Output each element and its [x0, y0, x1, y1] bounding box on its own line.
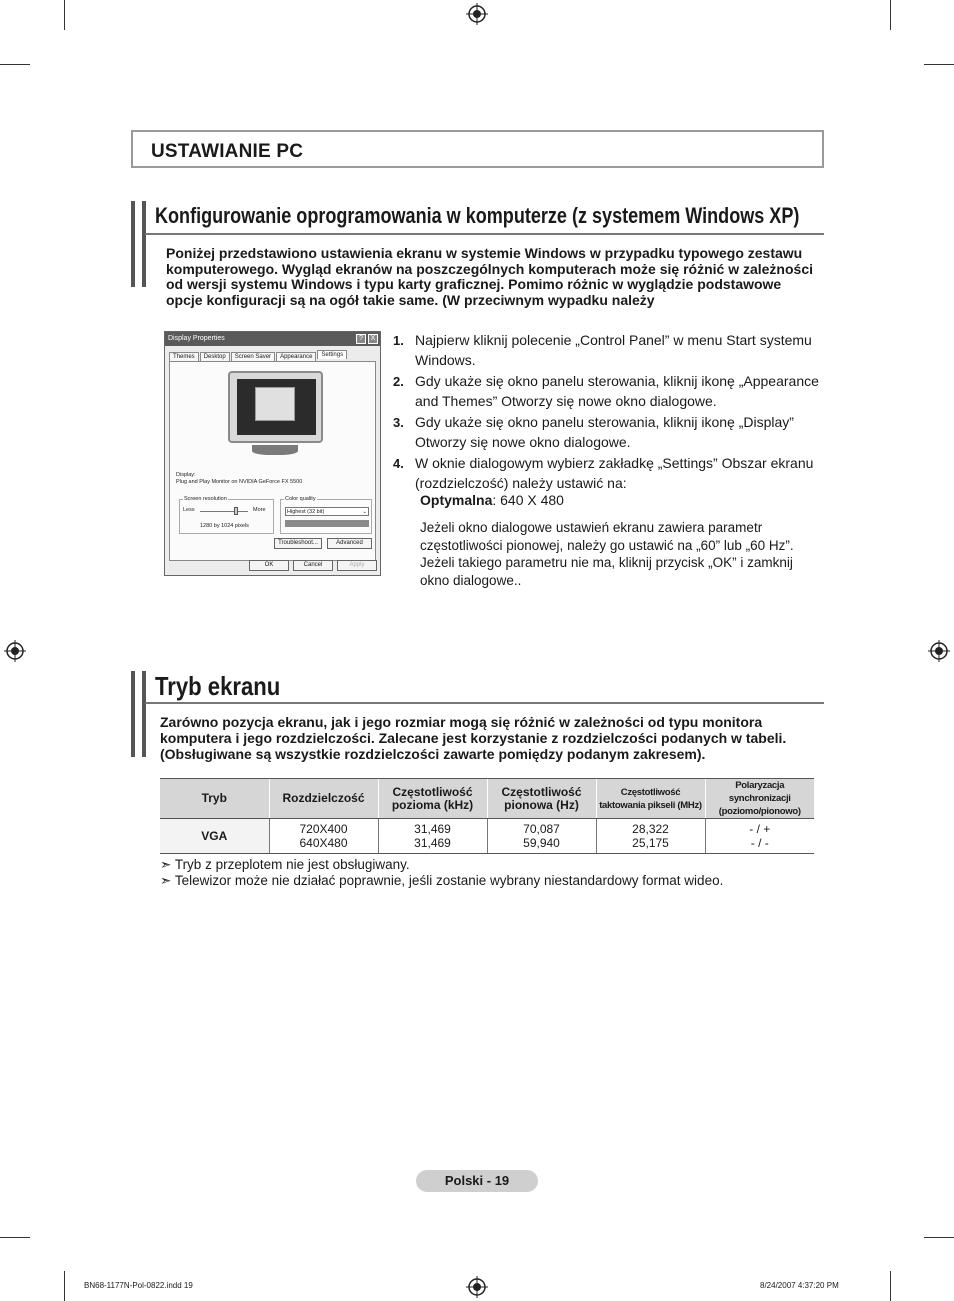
- pixel-cell: 28,322 25,175: [596, 819, 705, 854]
- resolution-slider: [200, 511, 248, 512]
- tab-appearance: Appearance: [276, 352, 316, 361]
- section-header: [131, 130, 824, 168]
- display-value: Plug and Play Monitor on NVIDIA GeForce FX 5500: [176, 479, 303, 485]
- dialog-title: Display Properties: [168, 335, 225, 342]
- section-title: USTAWIANIE PC: [151, 141, 304, 162]
- ok-button: OK: [249, 560, 289, 571]
- registration-mark-icon: [466, 3, 488, 25]
- list-item: 1. Najpierw kliknij polecenie „Control Panel” w menu Start systemu Windows.: [393, 332, 812, 368]
- color-label: Color quality: [285, 496, 316, 502]
- color-select: Highest (32 bit) ⌄: [287, 509, 367, 515]
- page-heading: Konfigurowanie oprogramowania w komputerze (z systemem Windows XP): [155, 203, 800, 228]
- close-icon: X: [368, 334, 378, 344]
- tab-desktop: Desktop: [200, 352, 230, 361]
- table-row: [160, 819, 814, 854]
- intro-paragraph: Poniżej przedstawiono ustawienia ekranu w systemie Windows w przypadku typowego zestawu komputerowego. Wygląd ekranów na poszczególnych komputerach może się różnić w zależności od wersji systemu Windows i typu karty graficznej. Pomimo różnic w wyglądzie podstawowe opcje konfiguracji są na ogół takie same. (W przeciwnym wypadku należy: [166, 245, 814, 308]
- frequency-note: Jeżeli okno dialogowe ustawień ekranu zawiera parametr częstotliwości pionowej, należy go ustawić na „60” lub „60 Hz”. Jeżeli takiego parametru nie ma, kliknij przycisk „OK” i zamknij okno dialogowe..: [420, 520, 794, 588]
- intro-paragraph: Zarówno pozycja ekranu, jak i jego rozmiar mogą się różnić w zależności od typu monitora komputera i jego rozdzielczości. Zalecane jest korzystanie z rozdzielczości podanych w tabeli. (Obsługiwane są wszystkie rozdzielczości zawarte pomiędzy podanym zakresem).: [160, 714, 787, 762]
- crop-mark: [0, 1237, 30, 1238]
- column-header: Polaryzacja synchronizacji (poziomo/pionowo): [705, 779, 814, 819]
- crop-mark: [64, 1271, 65, 1301]
- column-header: Częstotliwość pionowa (Hz): [487, 779, 596, 819]
- resolution-value: 1280 by 1024 pixels: [200, 523, 249, 529]
- resolution-label: Screen resolution: [184, 496, 227, 502]
- polarity-cell: - / + - / -: [705, 819, 814, 854]
- footer-timestamp: 8/24/2007 4:37:20 PM: [760, 1281, 839, 1290]
- dialog-title-bar: [165, 332, 380, 346]
- mode-cell: VGA: [160, 819, 269, 854]
- tab-themes: Themes: [169, 352, 199, 361]
- crop-mark: [890, 0, 891, 30]
- registration-mark-icon: [466, 1276, 488, 1298]
- heading-rule: [145, 233, 824, 235]
- vfreq-cell: 70,087 59,940: [487, 819, 596, 854]
- help-icon: ?: [356, 334, 366, 344]
- notes-list: [160, 857, 723, 888]
- apply-button: Apply: [337, 560, 377, 571]
- list-item: 4. W oknie dialogowym wybierz zakładkę „Settings” Obszar ekranu (rozdzielczość) należy ustawić na:: [393, 455, 814, 491]
- list-item: 3. Gdy ukaże się okno panelu sterowania, kliknij ikonę „Display” Otworzy się nowe okno dialogowe.: [393, 414, 794, 450]
- heading-rule: [145, 702, 824, 704]
- column-header: Częstotliwość pozioma (kHz): [378, 779, 487, 819]
- resolution-cell: 720X400 640X480: [269, 819, 378, 854]
- column-header: Rozdzielczość: [269, 779, 378, 819]
- column-header: Częstotliwość taktowania pikseli (MHz): [596, 779, 705, 819]
- tab-screen-saver: Screen Saver: [231, 352, 275, 361]
- crop-mark: [64, 0, 65, 30]
- tab-settings: Settings: [317, 350, 347, 359]
- color-group: [280, 496, 372, 534]
- monitor-stand: [252, 445, 298, 455]
- display-modes-table: [160, 778, 814, 854]
- resolution-group: [179, 496, 274, 534]
- dialog-tabs: [165, 346, 380, 361]
- column-header: Tryb: [160, 779, 269, 819]
- more-label: More: [253, 507, 266, 513]
- list-item: 2. Gdy ukaże się okno panelu sterowania, kliknij ikonę „Appearance and Themes” Otworzy się nowe okno dialogowe.: [393, 373, 819, 409]
- heading-bar: [131, 671, 146, 757]
- section-heading: Tryb ekranu: [155, 671, 281, 701]
- crop-mark: [0, 64, 30, 65]
- list-item: ➣ Telewizor może nie działać poprawnie, jeśli zostanie wybrany niestandardowy format wideo.: [160, 872, 724, 888]
- list-item: ➣ Tryb z przeplotem nie jest obsługiwany.: [160, 857, 410, 872]
- slider-thumb: [234, 507, 238, 515]
- crop-mark: [924, 64, 954, 65]
- footer-file-name: BN68-1177N-Pol-0822.indd 19: [84, 1281, 193, 1290]
- optimal-resolution: Optymalna: 640 X 480: [420, 492, 564, 508]
- crop-mark: [924, 1237, 954, 1238]
- settings-panel: [169, 361, 376, 561]
- crop-mark: [890, 1271, 891, 1301]
- less-label: Less: [183, 507, 195, 513]
- registration-mark-icon: [928, 640, 950, 662]
- color-bar: [285, 520, 369, 527]
- monitor-icon: [228, 371, 323, 443]
- display-label: Display:: [176, 472, 196, 478]
- hfreq-cell: 31,469 31,469: [378, 819, 487, 854]
- registration-mark-icon: [4, 640, 26, 662]
- chevron-down-icon: ⌄: [362, 509, 367, 515]
- heading-bar: [131, 201, 146, 287]
- cancel-button: Cancel: [293, 560, 333, 571]
- steps-list: [393, 331, 823, 495]
- window-icon: [255, 387, 295, 421]
- troubleshoot-button: Troubleshoot...: [274, 538, 322, 549]
- advanced-button: Advanced: [327, 538, 372, 549]
- page-number-badge: Polski - 19: [416, 1170, 538, 1192]
- display-properties-dialog: [164, 331, 381, 576]
